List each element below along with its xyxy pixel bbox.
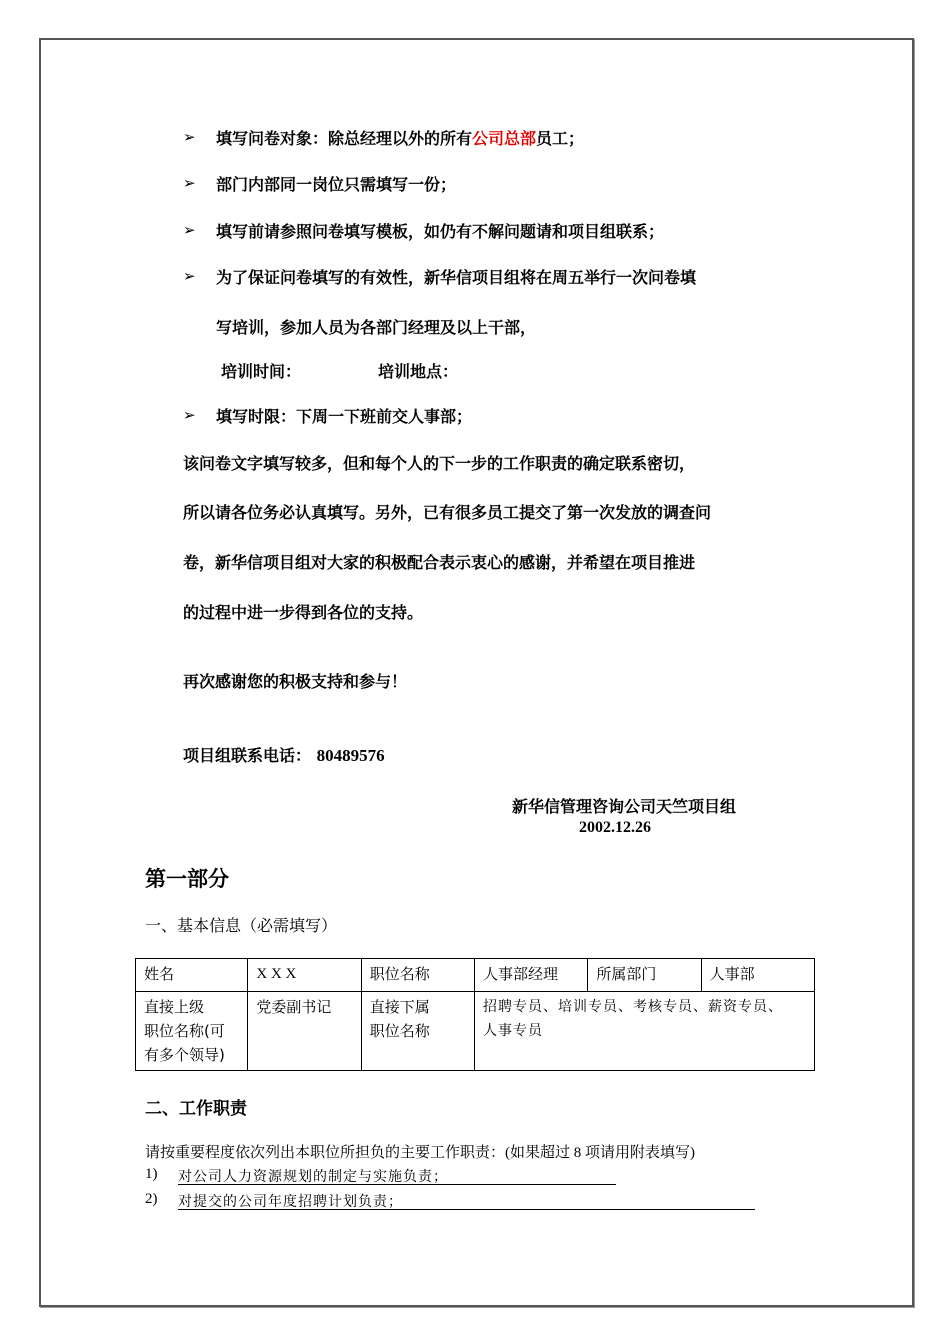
part-title: 第一部分: [145, 867, 229, 891]
table-row: [136, 959, 815, 992]
paragraph-line-1: 该问卷文字填写较多，但和每个人的下一步的工作职责的确定联系密切，: [183, 454, 696, 473]
bullet-arrow-icon: ➢: [183, 267, 196, 285]
signature-date: 2002.12.26: [579, 819, 651, 836]
bullet-arrow-icon: ➢: [183, 174, 196, 192]
bullet-respondents-pre: 填写问卷对象：除总经理以外的所有: [216, 129, 473, 148]
bullet-arrow-icon: ➢: [183, 128, 196, 146]
bullet-one-per-position: 部门内部同一岗位只需填写一份；: [216, 175, 457, 194]
signature-org: 新华信管理咨询公司天竺项目组: [512, 797, 737, 816]
duty-text: 对公司人力资源规划的制定与实施负责；: [178, 1169, 448, 1185]
bullet-training-line1: 为了保证问卷填写的有效性，新华信项目组将在周五举行一次问卷填: [216, 268, 697, 287]
bullet-refer-template: 填写前请参照问卷填写模板，如仍有不解问题请和项目组联系；: [216, 222, 665, 241]
bullet-respondents-highlight: 公司总部: [472, 129, 537, 148]
duty-number: 2): [145, 1191, 158, 1207]
cell-subordinate-label-line2: 职位名称: [369, 1022, 430, 1040]
duty-number: 1): [145, 1166, 158, 1182]
paragraph-line-4: 的过程中进一步得到各位的支持。: [183, 603, 424, 622]
bullet-deadline: 填写时限：下周一下班前交人事部；: [216, 407, 473, 426]
contact-line: [183, 743, 385, 766]
cell-subordinate-value: [475, 992, 815, 1071]
training-time-label: 培训时间：: [221, 362, 302, 381]
basic-info-table: [135, 958, 815, 1071]
thanks-text: 再次感谢您的积极支持和参与！: [183, 672, 408, 691]
duty-underline: [178, 1209, 755, 1210]
cell-superior-label: [136, 992, 248, 1071]
cell-department-label: 所属部门: [588, 959, 701, 992]
cell-subordinate-label-line1: 直接下属: [369, 998, 430, 1016]
bullet-respondents: [216, 126, 584, 149]
section-basic-info-title: 一、基本信息（必需填写）: [145, 916, 338, 935]
paragraph-line-3: 卷，新华信项目组对大家的积极配合表示衷心的感谢，并希望在项目推进: [183, 553, 696, 572]
table-row: [136, 992, 815, 1071]
duty-underline: [178, 1184, 616, 1185]
paragraph-line-2: 所以请各位务必认真填写。另外，已有很多员工提交了第一次发放的调查问: [183, 503, 712, 522]
duty-text: 对提交的公司年度招聘计划负责；: [178, 1194, 403, 1210]
bullet-training-line2: 写培训，参加人员为各部门经理及以上干部，: [216, 318, 537, 337]
cell-superior-label-line1: 直接上级: [144, 998, 205, 1016]
cell-subordinate-value-line1: 招聘专员、培训专员、考核专员、薪资专员、: [483, 999, 783, 1015]
bullet-arrow-icon: ➢: [183, 406, 196, 424]
contact-phone: 80489576: [316, 746, 385, 765]
training-place-label: 培训地点：: [378, 362, 459, 381]
section-duties-title: 二、工作职责: [145, 1099, 247, 1119]
duties-intro: 请按重要程度依次列出本职位所担负的主要工作职责：(如果超过 8 项请用附表填写): [145, 1145, 695, 1161]
cell-superior-label-line3: 有多个领导): [144, 1046, 225, 1064]
bullet-arrow-icon: ➢: [183, 221, 196, 239]
cell-name-label: 姓名: [136, 959, 248, 992]
cell-subordinate-label: [361, 992, 474, 1071]
cell-superior-label-line2: 职位名称(可: [144, 1022, 225, 1040]
cell-superior-value: 党委副书记: [248, 992, 361, 1071]
bullet-respondents-post: 员工；: [536, 129, 585, 148]
contact-label: 项目组联系电话：: [183, 746, 312, 765]
cell-position-label: 职位名称: [361, 959, 474, 992]
cell-subordinate-value-line2: 人事专员: [483, 1023, 543, 1039]
cell-department-value: 人事部: [701, 959, 814, 992]
cell-name-value: X X X: [248, 959, 361, 992]
cell-position-value: 人事部经理: [475, 959, 588, 992]
